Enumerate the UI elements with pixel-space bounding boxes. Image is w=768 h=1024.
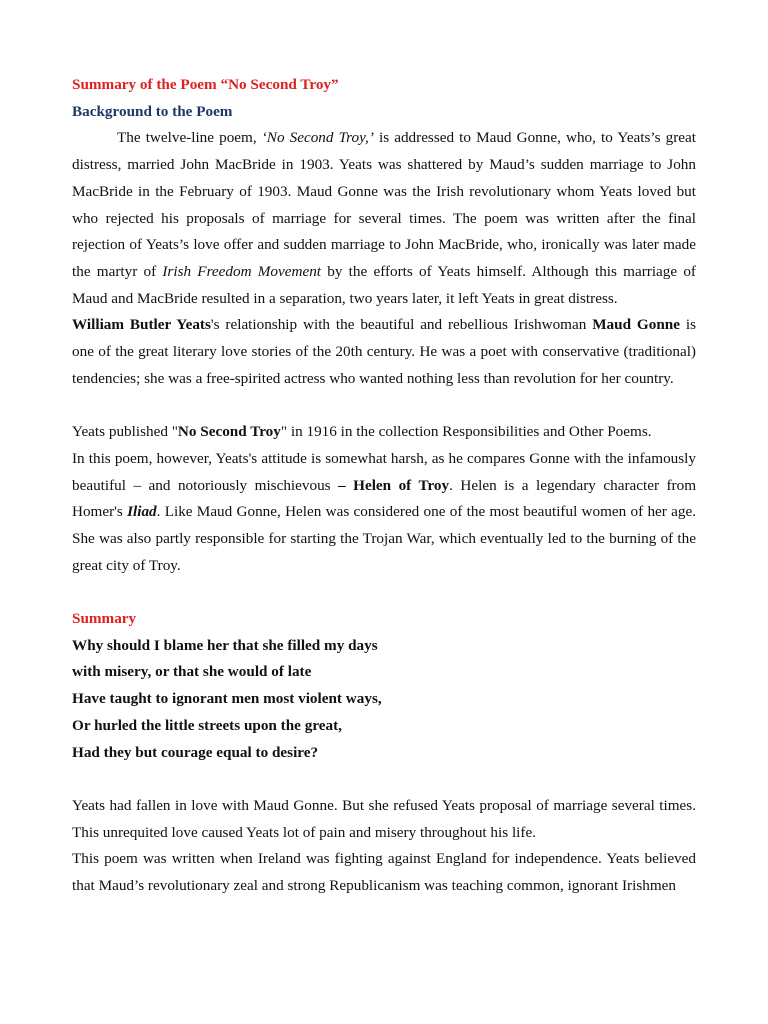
attitude-text-2: . Helen is a legendary character from Homer's	[72, 476, 697, 521]
summary-heading: Summary	[72, 610, 137, 628]
verse-line: Why should I blame her that she filled my days	[72, 636, 378, 654]
poem-title-italic: ‘No Second Troy,’	[261, 129, 374, 147]
irish-freedom-movement: Irish Freedom Movement	[162, 262, 322, 280]
verse-line: Or hurled the little streets upon the great,	[72, 716, 342, 734]
background-heading: Background to the Poem	[72, 102, 233, 120]
spacer	[72, 579, 696, 606]
background-paragraph	[72, 125, 696, 312]
maud-gonne-name: Maud Gonne	[592, 316, 680, 334]
ireland-paragraph: This poem was written when Ireland was fighting against England for independence. Yeats believed that Maud’s revolutionary zeal and strong Republicanism was teaching common, ignorant Irishmen	[72, 850, 696, 895]
iliad-title: Iliad	[127, 503, 157, 521]
background-text-1: The twelve-line poem,	[117, 129, 262, 147]
relationship-text-1: 's relationship with the beautiful and rebellious Irishwoman	[210, 316, 593, 334]
published-text-1: Yeats published "	[72, 423, 178, 441]
love-paragraph: Yeats had fallen in love with Maud Gonne. But she refused Yeats proposal of marriage several times. This unrequited love caused Yeats lot of pain and misery throughout his life.	[72, 796, 696, 841]
published-text-2: " in 1916 in the collection Responsibilities and Other Poems.	[280, 423, 652, 441]
no-second-troy-bold: No Second Troy	[177, 423, 281, 441]
spacer	[72, 766, 696, 793]
verse-line: Had they but courage equal to desire?	[72, 743, 319, 761]
verse-line: Have taught to ignorant men most violent ways,	[72, 690, 382, 708]
published-paragraph	[72, 419, 696, 446]
background-text-3: by the efforts of Yeats himself. Although this marriage of Maud and MacBride resulted in a separation, two years later, it left Yeats in great distress.	[72, 262, 696, 307]
attitude-paragraph	[72, 446, 696, 580]
spacer	[72, 392, 696, 419]
relationship-paragraph	[72, 312, 696, 392]
document-title: Summary of the Poem “No Second Troy”	[72, 76, 339, 93]
helen-of-troy: – Helen of Troy	[338, 476, 450, 494]
background-text-2: is addressed to Maud Gonne, who, to Yeats’s great distress, married John MacBride in 1903. Yeats was shattered by Maud’s sudden marriage to John MacBride in the February of 1903. Maud Gonne was the Irish revolutionary whom Yeats loved but who rejected his proposals of marriage for several times. The poem was written after the final rejection of Yeats’s love offer and sudden marriage to John MacBride, who, ironically was later made the martyr of	[72, 129, 697, 280]
relationship-text-2: is one of the great literary love stories of the 20th century. He was a poet with conservative (traditional) tendencies; she was a free-spirited actress who wanted nothing less than revolution for her country.	[72, 316, 696, 387]
verse-line: with misery, or that she would of late	[72, 663, 312, 681]
attitude-text-3: . Like Maud Gonne, Helen was considered one of the most beautiful women of her age. She was also partly responsible for starting the Trojan War, which eventually led to the burning of the great city of Troy.	[72, 503, 696, 574]
yeats-name: William Butler Yeats	[72, 316, 211, 334]
attitude-text-1: In this poem, however, Yeats's attitude is somewhat harsh, as he compares Gonne with the infamously beautiful – and notoriously mischievous	[72, 449, 696, 494]
